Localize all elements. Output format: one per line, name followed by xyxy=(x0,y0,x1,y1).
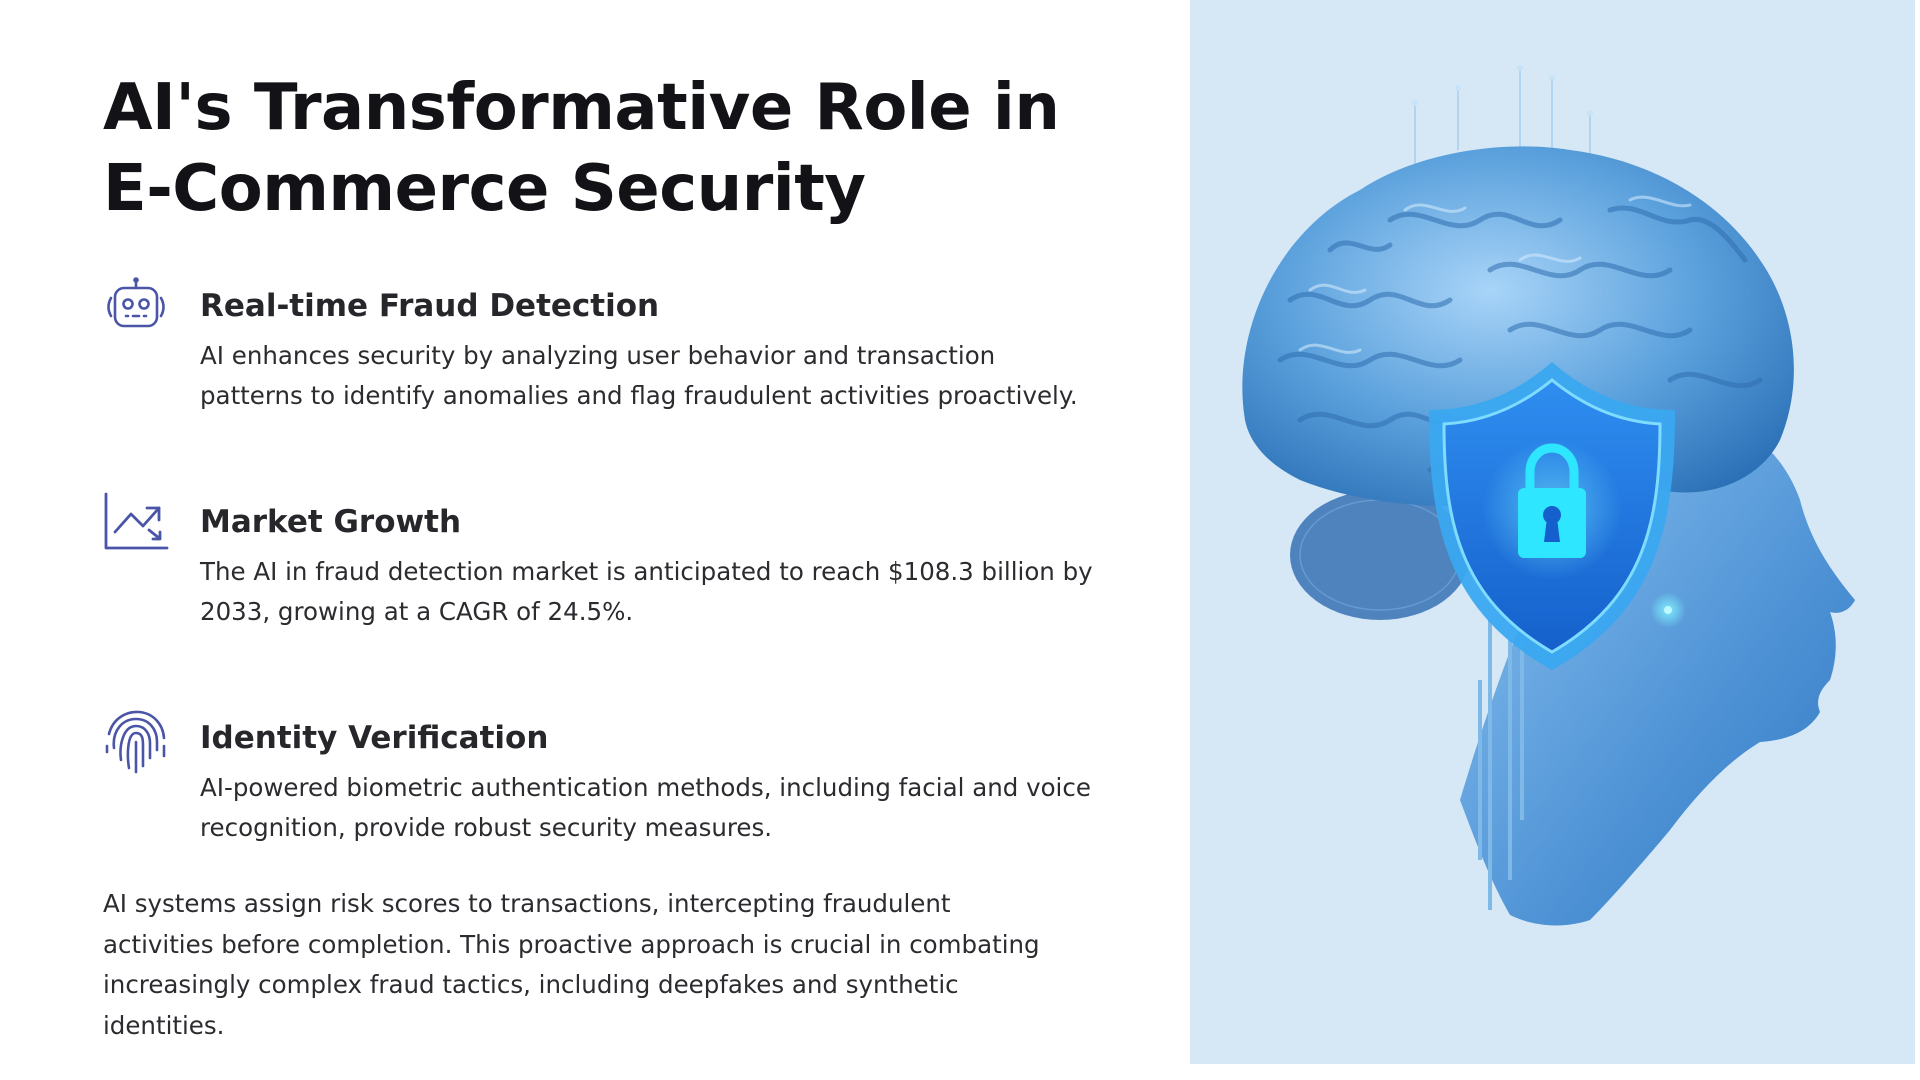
trend-chart-icon xyxy=(103,492,169,558)
feature-heading: Real-time Fraud Detection xyxy=(200,288,660,324)
feature-description: AI enhances security by analyzing user behavior and transaction patterns to identify anomalies and flag fraudulent activities proactively. xyxy=(200,341,1078,410)
robot-icon xyxy=(103,276,169,342)
summary-paragraph: AI systems assign risk scores to transactions, intercepting fraudulent activities before completion. This proactive approach is crucial in combating increasingly complex fraud tactics, including deepfakes and synthetic identities. xyxy=(103,889,1040,1040)
feature-heading: Identity Verification xyxy=(200,720,549,756)
brain-head-graphic xyxy=(1190,0,1915,1064)
feature-heading: Market Growth xyxy=(200,504,462,540)
feature-identity-verification xyxy=(103,708,1103,878)
feature-description: The AI in fraud detection market is anticipated to reach $108.3 billion by 2033, growing at a CAGR of 24.5%. xyxy=(200,557,1093,626)
ai-brain-shield-illustration xyxy=(1190,0,1915,1064)
slide-title: AI's Transformative Role in E-Commerce Security xyxy=(103,71,1060,226)
feature-fraud-detection xyxy=(103,276,1103,446)
fingerprint-icon xyxy=(103,708,169,774)
feature-market-growth xyxy=(103,492,1103,662)
feature-description: AI-powered biometric authentication methods, including facial and voice recognition, provide robust security measures. xyxy=(200,773,1091,842)
